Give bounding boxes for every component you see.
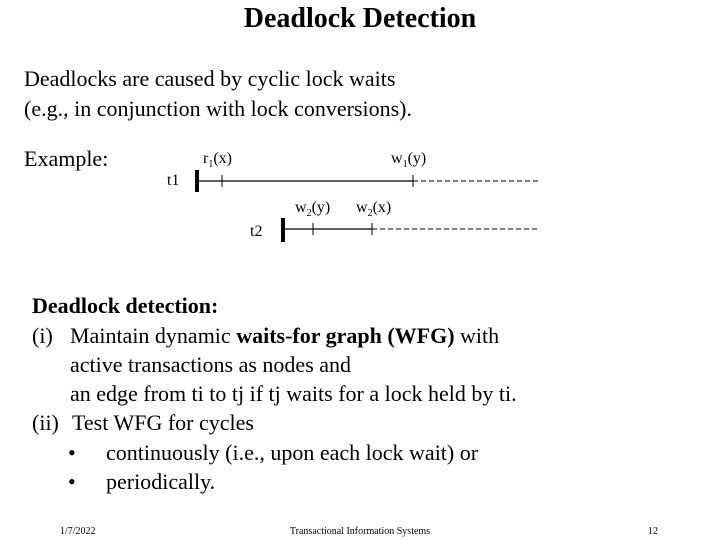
item-ii-text: Test WFG for cycles (72, 410, 254, 435)
wfg-term: waits-for graph (WFG) (236, 323, 455, 348)
footer-date: 1/7/2022 (60, 526, 96, 537)
item-i-line-2: active transactions as nodes and (70, 352, 352, 377)
footer-page-number: 12 (648, 526, 658, 537)
t2-op-w2x: $w_2(x)$ (356, 199, 392, 220)
bullet-2: • (68, 469, 76, 494)
detection-heading: Deadlock detection: (32, 293, 219, 318)
t1-label: t1 (167, 172, 180, 189)
item-ii-number: (ii) (32, 410, 59, 435)
item-i-line-1: Maintain dynamic waits-for graph (WFG) with (70, 323, 500, 348)
bullet-1: • (68, 440, 76, 465)
t1-op-r1x: $r_1(x)$ (203, 150, 232, 171)
bullet-1-text: continuously (i.e., upon each lock wait) or (106, 440, 479, 465)
item-i-line-3: an edge from ti to tj if tj waits for a lock held by ti. (70, 381, 517, 406)
example-label: Example: (24, 146, 109, 171)
intro-line-2: (e.g., in conjunction with lock conversions). (24, 96, 412, 121)
item-i-number: (i) (32, 323, 53, 348)
t1-op-w1y: $w_1(y)$ (391, 150, 427, 171)
intro-line-1: Deadlocks are caused by cyclic lock waits (24, 66, 396, 91)
bullet-2-text: periodically. (106, 469, 216, 494)
page-title: Deadlock Detection (243, 3, 477, 34)
t2-op-w2y: $w_2(y)$ (295, 199, 331, 220)
footer-title: Transactional Information Systems (289, 526, 431, 537)
t2-label: t2 (250, 223, 263, 240)
